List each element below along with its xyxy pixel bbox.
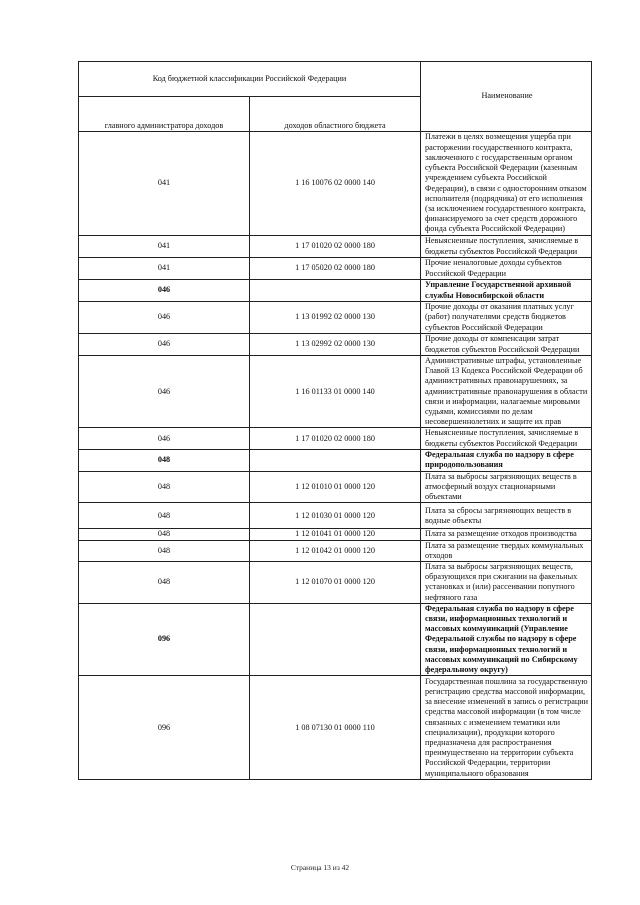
name-cell: Плата за размещение отходов производства <box>421 529 592 540</box>
income-code-cell: 1 17 01020 02 0000 180 <box>250 428 421 449</box>
name-cell: Невыясненные поступления, зачисляемые в бюджеты субъектов Российской Федерации <box>421 428 592 449</box>
table-row <box>79 529 592 540</box>
name-cell: Платежи в целях возмещения ущерба при расторжении государственного контракта, заключенного с государственным органом субъекта Российской Федерации (казенным учреждением субъекта Российской Федерации), в связи с односторонним отказом исполнителя (подрядчика) от его исполнения (за исключением государственного контракта, финансируемого за счет средств дорожного фонда субъекта Российской Федерации) <box>421 132 592 236</box>
table-row <box>79 449 592 471</box>
admin-code-cell: 048 <box>79 449 250 471</box>
name-cell: Федеральная служба по надзору в сфере связи, информационных технологий и массовых коммуникаций (Управление Федеральной службы по надзору в сфере связи, информационных технологий и массовых коммуникаций по Сибирскому федеральному округу) <box>421 603 592 675</box>
admin-code-cell: 041 <box>79 132 250 236</box>
table-row <box>79 258 592 280</box>
admin-code-cell: 046 <box>79 302 250 334</box>
table-row <box>79 603 592 675</box>
header-code-group: Код бюджетной классификации Российской Федерации <box>79 62 421 97</box>
table-row <box>79 132 592 236</box>
table-row <box>79 334 592 356</box>
admin-code-cell: 048 <box>79 471 250 503</box>
name-cell: Прочие доходы от оказания платных услуг (работ) получателями средств бюджетов субъектов Российской Федерации <box>421 302 592 334</box>
table-row <box>79 356 592 428</box>
table-row <box>79 236 592 258</box>
admin-code-cell: 046 <box>79 280 250 302</box>
income-code-cell: 1 17 05020 02 0000 180 <box>250 258 421 280</box>
table-row <box>79 280 592 302</box>
table-row <box>79 562 592 604</box>
admin-code-cell: 046 <box>79 334 250 356</box>
name-cell: Плата за размещение твердых коммунальных отходов <box>421 540 592 561</box>
table-row <box>79 471 592 503</box>
admin-code-cell: 048 <box>79 562 250 604</box>
name-cell: Плата за выбросы загрязняющих веществ в атмосферный воздух стационарными объектами <box>421 471 592 503</box>
name-cell: Плата за выбросы загрязняющих веществ, образующихся при сжигании на факельных установках и (или) рассеивании попутного нефтяного газа <box>421 562 592 604</box>
header-admin: главного администратора доходов <box>79 97 250 132</box>
name-cell: Управление Государственной архивной службы Новосибирской области <box>421 280 592 302</box>
budget-classification-table <box>78 61 592 780</box>
table-body <box>79 132 592 780</box>
income-code-cell <box>250 280 421 302</box>
name-cell: Прочие доходы от компенсации затрат бюджетов субъектов Российской Федерации <box>421 334 592 356</box>
admin-code-cell: 046 <box>79 356 250 428</box>
header-income: доходов областного бюджета <box>250 97 421 132</box>
name-cell: Плата за сбросы загрязняющих веществ в водные объекты <box>421 503 592 529</box>
table-row <box>79 503 592 529</box>
table-row <box>79 302 592 334</box>
table-row <box>79 540 592 561</box>
admin-code-cell: 096 <box>79 603 250 675</box>
income-code-cell: 1 16 01133 01 0000 140 <box>250 356 421 428</box>
income-code-cell: 1 12 01030 01 0000 120 <box>250 503 421 529</box>
income-code-cell <box>250 449 421 471</box>
table-row <box>79 676 592 780</box>
admin-code-cell: 046 <box>79 428 250 449</box>
income-code-cell: 1 12 01070 01 0000 120 <box>250 562 421 604</box>
page-number: Страница 13 из 42 <box>290 863 350 872</box>
income-code-cell <box>250 603 421 675</box>
income-code-cell: 1 12 01010 01 0000 120 <box>250 471 421 503</box>
name-cell: Государственная пошлина за государственную регистрацию средства массовой информации, за внесение изменений в запись о регистрации средства массовой информации (в том числе связанных с изменением тематики или специализации), продукции которого предназначена для распространения преимущественно на территории субъекта Российской Федерации, территории муниципального образования <box>421 676 592 780</box>
name-cell: Административные штрафы, установленные Главой 13 Кодекса Российской Федерации об административных правонарушениях, за административные правонарушения в области связи и информации, налагаемые мировыми судьями, комиссиями по делам несовершеннолетних и защите их прав <box>421 356 592 428</box>
income-code-cell: 1 13 01992 02 0000 130 <box>250 302 421 334</box>
admin-code-cell: 041 <box>79 236 250 258</box>
admin-code-cell: 048 <box>79 540 250 561</box>
admin-code-cell: 048 <box>79 529 250 540</box>
table-row <box>79 428 592 449</box>
income-code-cell: 1 12 01042 01 0000 120 <box>250 540 421 561</box>
name-cell: Прочие неналоговые доходы субъектов Российской Федерации <box>421 258 592 280</box>
income-code-cell: 1 08 07130 01 0000 110 <box>250 676 421 780</box>
admin-code-cell: 096 <box>79 676 250 780</box>
income-code-cell: 1 12 01041 01 0000 120 <box>250 529 421 540</box>
income-code-cell: 1 17 01020 02 0000 180 <box>250 236 421 258</box>
admin-code-cell: 041 <box>79 258 250 280</box>
name-cell: Невыясненные поступления, зачисляемые в бюджеты субъектов Российской Федерации <box>421 236 592 258</box>
header-name: Наименование <box>421 62 592 132</box>
name-cell: Федеральная служба по надзору в сфере природопользования <box>421 449 592 471</box>
admin-code-cell: 048 <box>79 503 250 529</box>
income-code-cell: 1 16 10076 02 0000 140 <box>250 132 421 236</box>
income-code-cell: 1 13 02992 02 0000 130 <box>250 334 421 356</box>
